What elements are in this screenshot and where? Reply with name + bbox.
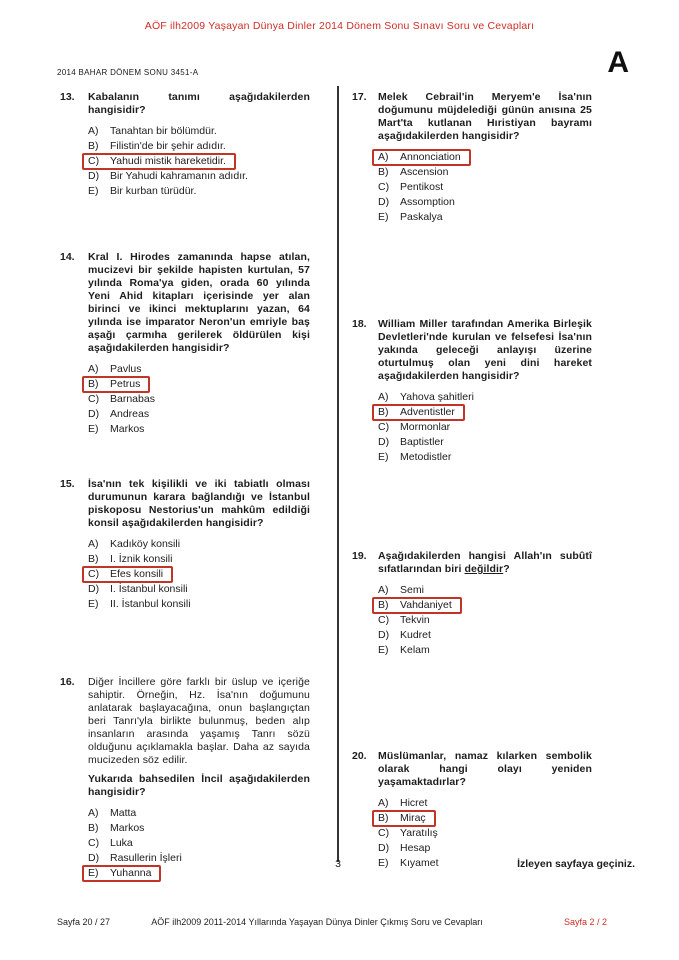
option-text: Kelam (400, 644, 430, 656)
option-text: Miraç (400, 812, 426, 824)
option-key: D) (378, 842, 390, 854)
question-number: 18. (352, 318, 367, 330)
option-text: Metodistler (400, 451, 452, 463)
option-key: E) (378, 451, 389, 463)
option-text: Hicret (400, 797, 428, 809)
question-intro: Diğer İncillere göre farklı bir üslup ve içeriğe sahiptir. Örneğin, Hz. İsa'nın doğumunu anlatarak başlayacağına, onun başlangıçtan beri Tanrı'yla birlikte bulunmuş, beden alıp insanların arasında yaşamış Tanrı sözü olduğunu açıklamakla başlar. Daha az sayıda mucizeden söz edilir. (88, 676, 310, 766)
option-row (378, 583, 429, 598)
option-row-correct (378, 598, 457, 613)
option-key: C) (88, 155, 100, 167)
option-text: Kıyamet (400, 857, 439, 869)
option-text: Markos (110, 423, 145, 435)
option-key: D) (378, 196, 390, 208)
question-stem: Kabalanın tanımı aşağıdakilerden hangisidir? (88, 91, 310, 116)
option-text: I. İznik konsili (110, 553, 173, 565)
option-row (378, 643, 435, 658)
option-text: Markos (110, 822, 145, 834)
question-number: 20. (352, 750, 367, 762)
option-row-correct (88, 866, 156, 881)
option-key: A) (88, 363, 99, 375)
option-key: D) (88, 408, 100, 420)
option-row (378, 180, 448, 195)
options-list (88, 362, 310, 437)
option-text: Pavlus (110, 363, 142, 375)
option-row (88, 836, 138, 851)
option-row-correct (378, 150, 466, 165)
question-body (378, 91, 592, 225)
option-text: Andreas (110, 408, 150, 420)
option-key: A) (88, 807, 99, 819)
option-row (88, 597, 196, 612)
option-text: Petrus (110, 378, 141, 390)
option-key: C) (378, 421, 390, 433)
options-list (378, 150, 592, 225)
option-text: Annonciation (400, 151, 461, 163)
option-key: B) (378, 599, 389, 611)
option-text: Yaratılış (400, 827, 438, 839)
question-body (88, 91, 310, 199)
question-stem: Müslümanlar, namaz kılarken sembolik olarak hangi olayı yeniden yaşamaktadırlar? (378, 750, 592, 788)
option-text: Matta (110, 807, 137, 819)
option-row (88, 851, 187, 866)
option-key: B) (88, 553, 99, 565)
question-stem: Aşağıdakilerden hangisi Allah'ın subûtî sıfatlarından biri değildir? (378, 550, 592, 575)
option-row (88, 422, 149, 437)
option-row (88, 806, 141, 821)
option-key: C) (378, 827, 390, 839)
option-row-correct (378, 405, 460, 420)
option-key: B) (88, 140, 99, 152)
page-number: 3 (335, 858, 341, 870)
question-number: 16. (60, 676, 75, 688)
option-key: D) (378, 629, 390, 641)
option-row (378, 826, 443, 841)
option-text: Vahdaniyet (400, 599, 452, 611)
question-stem: William Miller tarafından Amerika Birleşik Devletleri'nde kurulan ve felsefesi İsa'nın yakında geleceği anlayışı üzerine oturtulmuş olan yeni dini hareket aşağıdakilerden hangisidir? (378, 318, 592, 382)
question-17 (352, 91, 592, 225)
options-list (378, 583, 592, 658)
question-18 (352, 318, 592, 465)
option-key: D) (88, 852, 100, 864)
underlined-word: değildir (464, 563, 504, 575)
option-text: Kudret (400, 629, 431, 641)
option-key: C) (88, 837, 100, 849)
option-key: B) (378, 166, 389, 178)
question-body (378, 318, 592, 465)
option-text: Yuhanna (110, 867, 152, 879)
footer-page-indicator-red: Sayfa 2 / 2 (563, 917, 607, 927)
option-row (378, 210, 448, 225)
option-text: Adventistler (400, 406, 455, 418)
option-key: B) (88, 378, 99, 390)
question-16 (60, 676, 310, 881)
question-stem: Kral I. Hirodes zamanında hapse atılan, mucizevi bir şekilde hapisten kurtulan, 57 yılında Roma'ya giden, orada 60 yılında Yeni Ahid kitapları içerisinde yer alan birinci ve ikinci mektuplarını yazan, 64 yılında ise imparator Neron'un emriyle baş aşağı çarmıha gerilerek öldürülen kişi aşağıdakilerden hangisidir? (88, 251, 310, 354)
footer-page-indicator: Sayfa 20 / 27 (57, 917, 111, 927)
option-key: C) (88, 568, 100, 580)
option-text: Barnabas (110, 393, 155, 405)
option-text: Luka (110, 837, 133, 849)
question-body (378, 550, 592, 658)
option-text: Semi (400, 584, 424, 596)
question-body (88, 676, 310, 881)
option-row (88, 821, 149, 836)
option-row (378, 613, 435, 628)
option-text: Rasullerin İşleri (110, 852, 182, 864)
option-row (88, 124, 222, 139)
option-row (378, 165, 453, 180)
question-14 (60, 251, 310, 437)
option-key: B) (378, 812, 389, 824)
option-row (378, 435, 449, 450)
option-row (88, 392, 160, 407)
question-19 (352, 550, 592, 658)
option-row (378, 796, 432, 811)
options-list (88, 537, 310, 612)
option-text: Bir kurban türüdür. (110, 185, 197, 197)
option-key: E) (378, 857, 389, 869)
option-key: E) (88, 598, 99, 610)
option-text: Yahudi mistik hareketidir. (110, 155, 226, 167)
option-text: Tanahtan bir bölümdür. (110, 125, 217, 137)
option-row (378, 390, 479, 405)
option-row (378, 856, 444, 871)
option-text: Tekvin (400, 614, 430, 626)
question-body (378, 750, 592, 871)
option-text: Hesap (400, 842, 431, 854)
option-key: B) (88, 822, 99, 834)
option-key: D) (378, 436, 390, 448)
option-key: E) (88, 423, 99, 435)
option-text: Mormonlar (400, 421, 451, 433)
exam-code: 2014 BAHAR DÖNEM SONU 3451-A (57, 68, 199, 77)
option-key: E) (88, 867, 99, 879)
option-key: C) (378, 614, 390, 626)
question-15 (60, 478, 310, 612)
option-row-correct (88, 154, 231, 169)
option-text: Pentikost (400, 181, 444, 193)
option-row (88, 184, 201, 199)
question-body (88, 251, 310, 437)
option-text: Kadıköy konsili (110, 538, 181, 550)
option-row (378, 628, 436, 643)
option-row (378, 195, 460, 210)
option-text: Bir Yahudi kahramanın adıdır. (110, 170, 248, 182)
options-list (378, 390, 592, 465)
option-key: D) (88, 583, 100, 595)
question-13 (60, 91, 310, 199)
question-body (88, 478, 310, 612)
option-key: A) (88, 125, 99, 137)
option-text: Paskalya (400, 211, 443, 223)
option-text: Efes konsili (110, 568, 164, 580)
continue-note: İzleyen sayfaya geçiniz. (517, 858, 635, 870)
option-row (88, 169, 253, 184)
option-row (88, 537, 185, 552)
option-text: Filistin'de bir şehir adıdır. (110, 140, 226, 152)
options-list (88, 806, 310, 881)
column-divider (337, 86, 339, 862)
option-row (88, 552, 177, 567)
option-row-correct (378, 811, 431, 826)
option-text: II. İstanbul konsili (110, 598, 191, 610)
option-key: B) (378, 406, 389, 418)
question-number: 17. (352, 91, 367, 103)
option-row (378, 450, 456, 465)
option-key: E) (378, 644, 389, 656)
option-key: E) (88, 185, 99, 197)
booklet-letter: A (607, 46, 629, 79)
option-row (88, 362, 147, 377)
option-text: Assomption (400, 196, 455, 208)
question-stem: Yukarıda bahsedilen İncil aşağıdakilerden hangisidir? (88, 773, 310, 798)
options-list (88, 124, 310, 199)
option-key: E) (378, 211, 389, 223)
option-key: A) (88, 538, 99, 550)
option-text: Ascension (400, 166, 449, 178)
option-row (88, 139, 231, 154)
option-text: Yahova şahitleri (400, 391, 474, 403)
question-20 (352, 750, 592, 871)
question-stem: İsa'nın tek kişilikli ve iki tabiatlı olması durumunun karara bağlandığı ve İstanbul piskoposu Nestorius'un mahkûm edildiği konsil aşağıdakilerden hangisidir? (88, 478, 310, 529)
option-key: A) (378, 797, 389, 809)
option-key: C) (88, 393, 100, 405)
option-row-correct (88, 567, 168, 582)
option-key: A) (378, 391, 389, 403)
option-row-correct (88, 377, 145, 392)
option-key: D) (88, 170, 100, 182)
question-number: 13. (60, 91, 75, 103)
document-title: AÖF ilh2009 Yaşayan Dünya Dinler 2014 Dönem Sonu Sınavı Soru ve Cevapları (144, 20, 535, 32)
option-row (378, 420, 455, 435)
option-key: C) (378, 181, 390, 193)
question-number: 14. (60, 251, 75, 263)
option-key: A) (378, 151, 389, 163)
option-row (378, 841, 435, 856)
option-row (88, 582, 193, 597)
question-number: 15. (60, 478, 75, 490)
question-stem: Melek Cebrail'in Meryem'e İsa'nın doğumunu müjdelediği günün anısına 25 Mart'ta kutlanan Hıristiyan bayramı aşağıdakilerden hangisidir? (378, 91, 592, 142)
option-text: I. İstanbul konsili (110, 583, 188, 595)
footer-center-text: AÖF ilh2009 2011-2014 Yıllarında Yaşayan Dünya Dinler Çıkmış Soru ve Cevapları (151, 917, 483, 927)
option-row (88, 407, 154, 422)
option-text: Baptistler (400, 436, 444, 448)
option-key: A) (378, 584, 389, 596)
question-number: 19. (352, 550, 367, 562)
